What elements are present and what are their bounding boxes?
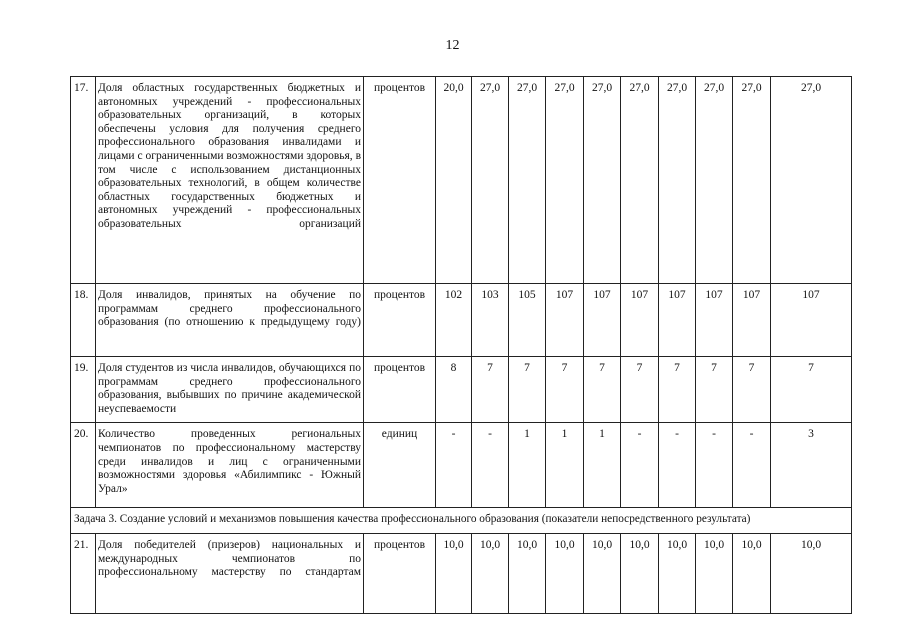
row-number: 19.	[71, 357, 96, 423]
indicator-description: Доля инвалидов, принятых на обучение по программам среднего профессионального образования (по отношению к предыдущему году)	[96, 284, 364, 357]
value-cell: 27,0	[771, 77, 852, 284]
value-cell: 27,0	[546, 77, 584, 284]
unit-of-measure: единиц	[364, 423, 436, 508]
table-row	[71, 357, 852, 423]
row-number: 17.	[71, 77, 96, 284]
value-cell: 10,0	[509, 533, 546, 613]
value-cell: -	[659, 423, 696, 508]
unit-of-measure: процентов	[364, 77, 436, 284]
row-number: 20.	[71, 423, 96, 508]
value-cell: 107	[621, 284, 659, 357]
value-cell: 8	[436, 357, 472, 423]
value-cell: 107	[696, 284, 733, 357]
value-cell: 7	[696, 357, 733, 423]
value-cell: 27,0	[472, 77, 509, 284]
table-row	[71, 533, 852, 613]
value-cell: -	[472, 423, 509, 508]
page-number: 12	[445, 38, 460, 53]
unit-of-measure: процентов	[364, 284, 436, 357]
value-cell: 10,0	[546, 533, 584, 613]
row-number: 18.	[71, 284, 96, 357]
table-row	[71, 423, 852, 508]
value-cell: 7	[621, 357, 659, 423]
value-cell: 107	[733, 284, 771, 357]
value-cell: 7	[546, 357, 584, 423]
value-cell: 27,0	[696, 77, 733, 284]
value-cell: -	[696, 423, 733, 508]
value-cell: 7	[584, 357, 621, 423]
unit-of-measure: процентов	[364, 533, 436, 613]
value-cell: 10,0	[696, 533, 733, 613]
indicator-description: Количество проведенных региональных чемпионатов по профессиональному мастерству среди инвалидов и лиц с ограниченными возможностями здоровья «Абилимпикс - Южный Урал»	[96, 423, 364, 508]
value-cell: 10,0	[659, 533, 696, 613]
value-cell: 105	[509, 284, 546, 357]
value-cell: 7	[472, 357, 509, 423]
value-cell: 1	[546, 423, 584, 508]
value-cell: 103	[472, 284, 509, 357]
value-cell: 107	[584, 284, 621, 357]
value-cell: 1	[584, 423, 621, 508]
indicator-description: Доля студентов из числа инвалидов, обучающихся по программам среднего профессионального образования, выбывших по причине академической неуспеваемости	[96, 357, 364, 423]
value-cell: 7	[509, 357, 546, 423]
value-cell: 7	[733, 357, 771, 423]
value-cell: -	[436, 423, 472, 508]
value-cell: 27,0	[509, 77, 546, 284]
row-number: 21.	[71, 533, 96, 613]
task-heading-row	[71, 508, 852, 534]
value-cell: 1	[509, 423, 546, 508]
value-cell: 7	[771, 357, 852, 423]
value-cell: 27,0	[733, 77, 771, 284]
value-cell: 10,0	[436, 533, 472, 613]
value-cell: 102	[436, 284, 472, 357]
value-cell: 10,0	[584, 533, 621, 613]
value-cell: 7	[659, 357, 696, 423]
table-row	[71, 77, 852, 284]
value-cell: -	[621, 423, 659, 508]
indicators-table	[70, 76, 852, 614]
indicator-description: Доля областных государственных бюджетных и автономных учреждений - профессиональных образовательных организаций, в которых обеспечены условия для получения среднего профессионального образования инвалидами и лицами с ограниченными возможностями здоровья, в том числе с использованием дистанционных образовательных технологий, в общем количестве областных государственных бюджетных и автономных учреждений - профессиональных образовательных организаций	[96, 77, 364, 284]
table-row	[71, 284, 852, 357]
value-cell: 27,0	[659, 77, 696, 284]
value-cell: 107	[546, 284, 584, 357]
task-heading: Задача 3. Создание условий и механизмов повышения качества профессионального образования (показатели непосредственного результата)	[71, 508, 852, 534]
value-cell: 10,0	[733, 533, 771, 613]
value-cell: 27,0	[621, 77, 659, 284]
value-cell: 10,0	[472, 533, 509, 613]
value-cell: 107	[771, 284, 852, 357]
table-body	[71, 77, 852, 614]
value-cell: -	[733, 423, 771, 508]
value-cell: 10,0	[621, 533, 659, 613]
unit-of-measure: процентов	[364, 357, 436, 423]
value-cell: 107	[659, 284, 696, 357]
indicator-description: Доля победителей (призеров) национальных и международных чемпионатов по профессиональному мастерству по стандартам	[96, 533, 364, 613]
value-cell: 3	[771, 423, 852, 508]
value-cell: 27,0	[584, 77, 621, 284]
value-cell: 20,0	[436, 77, 472, 284]
value-cell: 10,0	[771, 533, 852, 613]
